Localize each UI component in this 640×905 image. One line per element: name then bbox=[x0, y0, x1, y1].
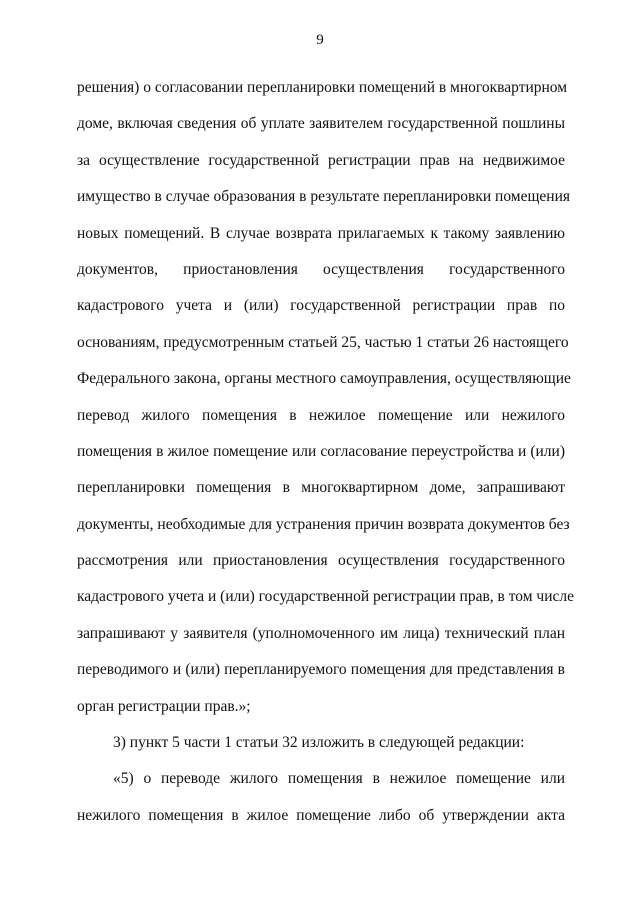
text-line: решения) о согласовании перепланировки помещений в многоквартирном bbox=[77, 79, 568, 96]
document-body bbox=[77, 76, 575, 840]
text-line: документов, приостановления осуществления государственного bbox=[77, 260, 565, 278]
text-line: кадастрового учета и (или) государственной регистрации прав по bbox=[77, 297, 565, 315]
text-line: Федерального закона, органы местного самоуправления, осуществляющие bbox=[77, 370, 571, 388]
text-line: 3) пункт 5 части 1 статьи 32 изложить в следующей редакции: bbox=[113, 734, 525, 752]
text-line: доме, включая сведения об уплате заявителем государственной пошлины bbox=[77, 115, 565, 133]
text-line: орган регистрации прав.»; bbox=[77, 697, 251, 715]
text-line: основаниям, предусмотренным статьей 25, частью 1 статьи 26 настоящего bbox=[77, 333, 569, 351]
page-number: 9 bbox=[316, 32, 324, 48]
text-line: за осуществление государственной регистрации прав на недвижимое bbox=[77, 151, 565, 169]
text-line: «5) о переводе жилого помещения в нежилое помещение или bbox=[113, 770, 565, 788]
text-line: помещения в жилое помещение или согласование переустройства и (или) bbox=[77, 442, 565, 460]
text-line: нежилого помещения в жилое помещение либо об утверждении акта bbox=[77, 806, 565, 824]
text-line: имущество в случае образования в результате перепланировки помещения bbox=[77, 188, 571, 206]
text-line: кадастрового учета и (или) государственной регистрации прав, в том числе bbox=[77, 588, 575, 606]
text-line: переводимого и (или) перепланируемого помещения для представления в bbox=[77, 661, 565, 679]
text-line: перевод жилого помещения в нежилое помещение или нежилого bbox=[77, 406, 565, 424]
text-line: новых помещений. В случае возврата прилагаемых к такому заявлению bbox=[77, 224, 565, 242]
text-line: перепланировки помещения в многоквартирном доме, запрашивают bbox=[77, 479, 565, 497]
text-line: документы, необходимые для устранения причин возврата документов без bbox=[77, 515, 570, 533]
text-line: рассмотрения или приостановления осуществления государственного bbox=[77, 552, 565, 570]
text-line: запрашивают у заявителя (уполномоченного им лица) технический план bbox=[77, 624, 565, 642]
